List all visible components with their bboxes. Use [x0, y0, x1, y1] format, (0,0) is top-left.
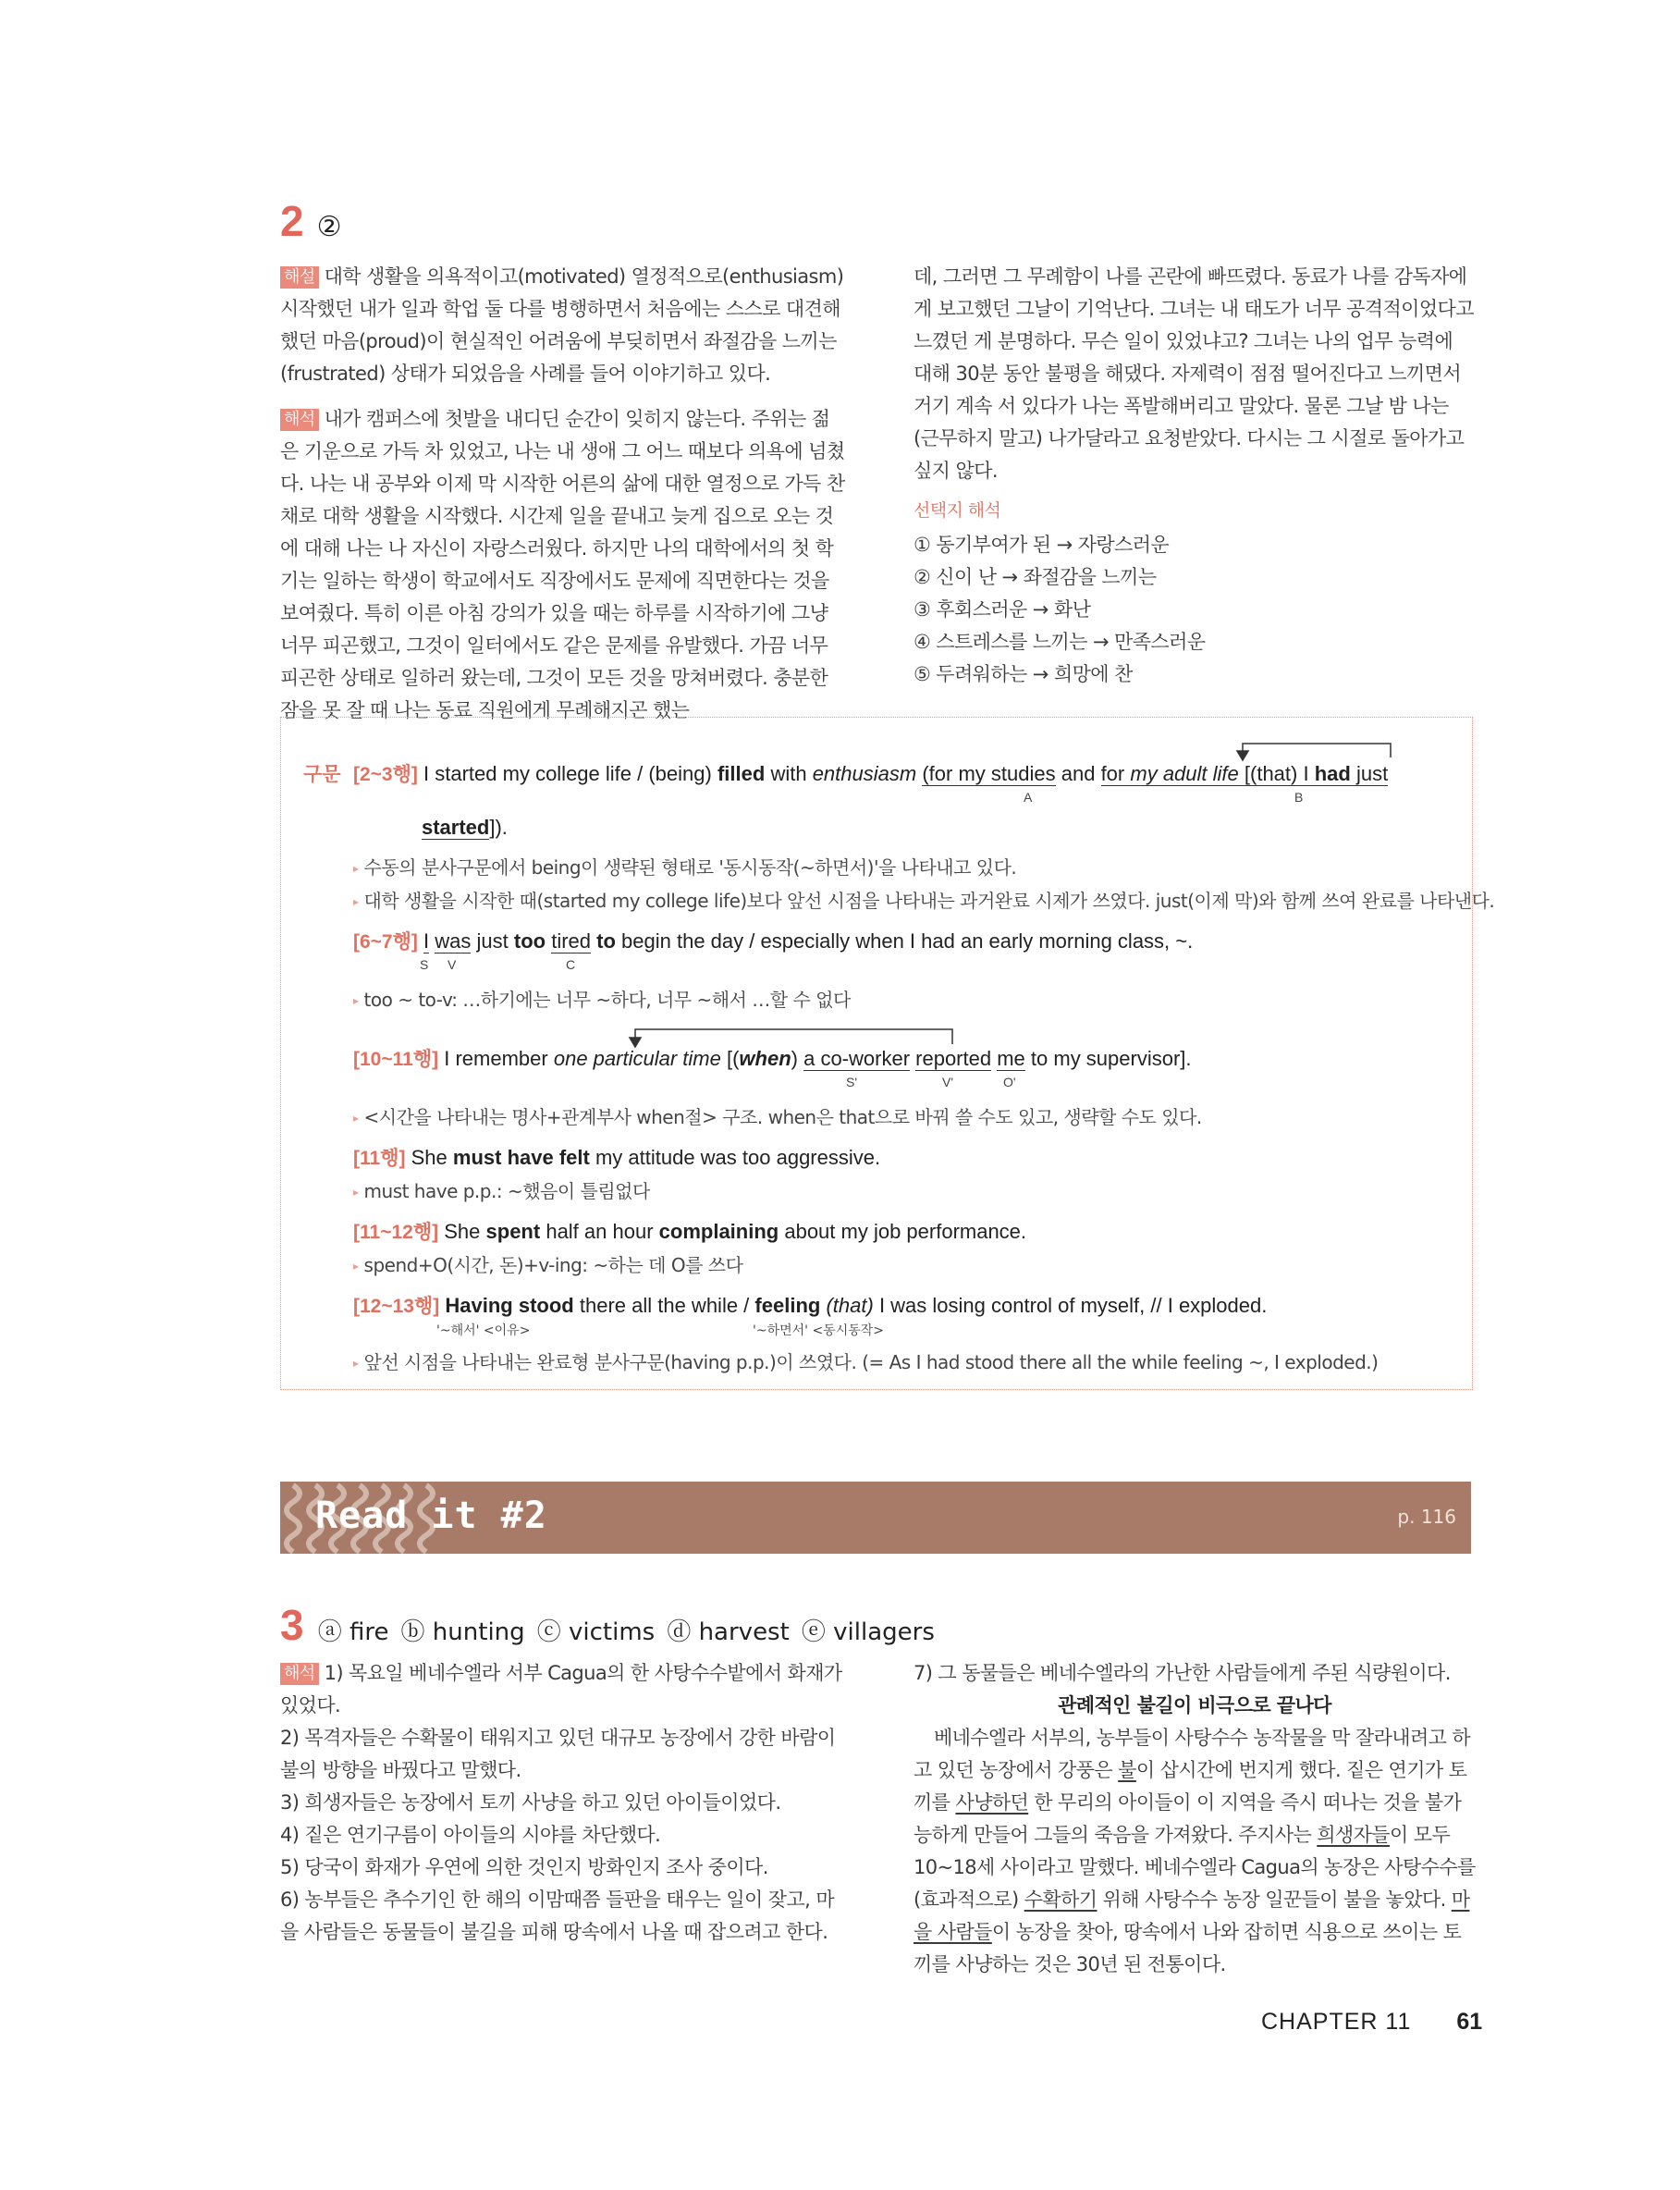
grammar-box [280, 717, 1495, 1390]
haeseol-tag: 해설 [280, 266, 319, 289]
grammar-label: 구문 [303, 763, 341, 785]
question-number: 2 [280, 197, 304, 245]
bullet-triangle-icon: ▸ [353, 862, 359, 875]
line-ref: [2~3행] [353, 764, 418, 785]
banner-title: Read it #2 [315, 1495, 547, 1537]
label-c: C [566, 957, 576, 972]
line-ref: [10~11행] [353, 1049, 439, 1070]
answer-c: ⓒ victims [536, 1618, 656, 1646]
haeseok-tag: 해석 [280, 1663, 319, 1685]
label-a: A [1024, 790, 1033, 805]
line-ref: [11행] [353, 1148, 406, 1169]
label-b: B [1294, 790, 1304, 805]
read-it-banner [280, 1482, 1471, 1554]
line-ref: [6~7행] [353, 931, 418, 953]
label-s-prime: S' [846, 1075, 858, 1089]
list-item: 3) 희생자들은 농장에서 토끼 사냥을 하고 있던 아이들이었다. [280, 1791, 781, 1814]
question-number: 3 [280, 1601, 304, 1649]
q3-heading [280, 1600, 935, 1650]
line-ref: [11~12행] [353, 1222, 439, 1243]
chapter-label: CHAPTER 11 [1261, 2009, 1412, 2035]
grammar-sentence-1: [2~3행] I started my college life / (being) filled with enthusiasm (for my studies and for my adult life [(that) I had just [353, 762, 1389, 785]
article-title: 관례적인 불길이 비극으로 끝나다 [1058, 1694, 1331, 1716]
list-item: 7) 그 동물들은 베네수엘라의 가난한 사람들에게 주된 식량원이다. [914, 1662, 1451, 1684]
grammar-note: ▸ must have p.p.: ~했음이 틀림없다 [353, 1180, 650, 1202]
grammar-sentence-3: [10~11행] I remember one particular time [(when) a co-worker reported me to my supervisor]. [353, 1047, 1192, 1070]
q3-left-column [280, 1657, 846, 1949]
answer-a: ⓐ fire [317, 1618, 389, 1646]
banner-page-ref: p. 116 [1397, 1506, 1456, 1528]
answer-b: ⓑ hunting [400, 1618, 525, 1646]
list-item: 4) 짙은 연기구름이 아이들의 시야를 차단했다. [280, 1824, 661, 1846]
haeseok-tag: 해석 [280, 409, 319, 431]
explanation-paragraph [280, 261, 846, 390]
list-item: 6) 농부들은 추수기인 한 해의 이맘때쯤 들판을 태우는 일이 잦고, 마을 사람들은 동물들이 불길을 피해 땅속에서 나올 때 잡으려고 한다. [280, 1889, 835, 1943]
bullet-triangle-icon: ▸ [353, 1186, 359, 1199]
bullet-triangle-icon: ▸ [353, 1112, 359, 1125]
choice-item: ① 동기부여가 된 → 자랑스러운 [914, 534, 1170, 556]
grammar-note: ▸ 앞선 시점을 나타내는 완료형 분사구문(having p.p.)이 쓰였다. (= As I had stood there all the while feeling ~, I exploded.) [353, 1351, 1379, 1373]
grammar-note: ▸ 대학 생활을 시작한 때(started my college life)보다 앞선 시점을 나타내는 과거완료 시제가 쓰였다. just(이제 막)와 함께 쓰여 완료를 나타낸다. [353, 890, 1495, 912]
bullet-triangle-icon: ▸ [353, 1357, 359, 1370]
question-answer: ② [316, 211, 342, 243]
bullet-triangle-icon: ▸ [353, 994, 359, 1007]
label-s: S [420, 957, 429, 972]
choice-item: ② 신이 난 → 좌절감을 느끼는 [914, 566, 1157, 588]
annotation-reason: '~해서' <이유> [436, 1323, 531, 1338]
antecedent-arrow-1 [1237, 744, 1391, 760]
label-v: V [448, 957, 457, 972]
label-v-prime: V' [942, 1075, 954, 1089]
explanation-text: 대학 생활을 의욕적이고(motivated) 열정적으로(enthusiasm) 시작했던 내가 일과 학업 둘 다를 병행하면서 처음에는 스스로 대견해했던 마음(proud)이 현실적인 어려움에 부딪히면서 좌절감을 느끼는(frustrated) 상태가 되었음을 사례를 들어 이야기하고 있다. [280, 265, 844, 385]
phrase-a: (for my studies [922, 762, 1056, 785]
label-o-prime: O' [1003, 1075, 1016, 1089]
q2-left-column [280, 261, 846, 727]
q2-heading [280, 196, 342, 246]
translation-text-right: 데, 그러면 그 무례함이 나를 곤란에 빠뜨렸다. 동료가 나를 감독자에게 보고했던 그날이 기억난다. 그녀는 내 태도가 너무 공격적이었다고 느꼈던 게 분명하다. 무슨 일이 있었냐고? 그녀는 나의 업무 능력에 대해 30분 동안 불평을 해댔다. 자제력이 점점 떨어진다고 느끼면서 거기 계속 서 있다가 나는 폭발해버리고 말았다. 물론 그날 밤 나는 (근무하지 말고) 나가달라고 요청받았다. 다시는 그 시절로 돌아가고 싶지 않다. [914, 265, 1474, 482]
grammar-sentence-2: [6~7행] I was just too tired to begin the day / especially when I had an early morning class, ~. [353, 929, 1194, 953]
annotation-simultaneous: '~하면서' <동시동작> [753, 1323, 885, 1338]
list-item: 해석 1) 목요일 베네수엘라 서부 Cagua의 한 사탕수수밭에서 화재가 있었다. [280, 1662, 842, 1716]
grammar-note: ▸ spend+O(시간, 돈)+v-ing: ~하는 데 O를 쓰다 [353, 1254, 743, 1276]
grammar-sentence-1-cont: started]). [422, 816, 508, 839]
page-footer [1261, 2009, 1482, 2036]
grammar-sentence-6: [12~13행] Having stood there all the while / feeling (that) I was losing control of myself, // I exploded. [353, 1294, 1268, 1317]
bullet-triangle-icon: ▸ [353, 895, 359, 908]
article-body: 베네수엘라 서부의, 농부들이 사탕수수 농작물을 막 잘라내려고 하고 있던 농장에서 강풍은 불이 삽시간에 번지게 했다. 짙은 연기가 토끼를 사냥하던 한 무리의 아이들이 이 지역을 즉시 떠나는 것을 불가능하게 만들어 그들의 죽음을 가져왔다. 주지사는 희생자들이 모두 10~18세 사이라고 말했다. 베네수엘라 Cagua의 농장은 사탕수수를 (효과적으로) 수확하기 위해 사탕수수 농장 일꾼들이 불을 놓았다. 마을 사람들이 농장을 찾아, 땅속에서 나와 잡히면 식용으로 쓰이는 토끼를 사냥하는 것은 30년 된 전통이다. [914, 1727, 1476, 1975]
answer-e: ⓔ villagers [801, 1618, 935, 1646]
bullet-triangle-icon: ▸ [353, 1260, 359, 1273]
grammar-note: ▸ 수동의 분사구문에서 being이 생략된 형태로 '동시동작(~하면서)'을 나타내고 있다. [353, 856, 1017, 879]
translation-paragraph [280, 403, 846, 727]
grammar-sentence-4: [11행] She must have felt my attitude was too aggressive. [353, 1146, 881, 1169]
q2-right-column [914, 261, 1476, 691]
phrase-b: for my adult life [(that) I had just [1100, 762, 1389, 785]
list-item: 2) 목격자들은 수확물이 태워지고 있던 대규모 농장에서 강한 바람이 불의 방향을 바꿨다고 말했다. [280, 1727, 836, 1781]
grammar-note: ▸ <시간을 나타내는 명사+관계부사 when절> 구조. when은 that으로 바꿔 쓸 수도 있고, 생략할 수도 있다. [353, 1106, 1202, 1128]
translation-text-left: 내가 캠퍼스에 첫발을 내디딘 순간이 잊히지 않는다. 주위는 젊은 기운으로 가득 차 있었고, 나는 내 생애 그 어느 때보다 의욕에 넘쳤다. 나는 내 공부와 이제 막 시작한 어른의 삶에 대한 열정으로 가득 찬 채로 대학 생활을 시작했다. 시간제 일을 끝내고 늦게 집으로 오는 것에 대해 나는 나 자신이 자랑스러웠다. 하지만 나의 대학에서의 첫 학기는 일하는 학생이 학교에서도 직장에서도 문제에 직면한다는 것을 보여줬다. 특히 이른 아침 강의가 있을 때는 하루를 시작하기에 그냥 너무 피곤했고, 그것이 일터에서도 같은 문제를 유발했다. 가끔 너무 피곤한 상태로 일하러 왔는데, 그것이 모든 것을 망쳐버렸다. 충분한 잠을 못 잘 때 나는 동료 직원에게 무례해지곤 했는 [280, 408, 845, 721]
page-number: 61 [1456, 2009, 1483, 2035]
answer-d: ⓓ harvest [667, 1618, 790, 1646]
line-ref: [12~13행] [353, 1296, 440, 1317]
grammar-note: ▸ too ~ to-v: …하기에는 너무 ~하다, 너무 ~해서 …할 수 없다 [353, 989, 851, 1011]
grammar-sentence-5: [11~12행] She spent half an hour complaining about my job performance. [353, 1220, 1027, 1243]
choice-item: ⑤ 두려워하는 → 희망에 찬 [914, 663, 1133, 685]
list-item: 5) 당국이 화재가 우연에 의한 것인지 방화인지 조사 중이다. [280, 1856, 768, 1878]
choice-item: ③ 후회스러운 → 화난 [914, 598, 1091, 621]
choice-item: ④ 스트레스를 느끼는 → 만족스러운 [914, 631, 1206, 653]
q3-right-column [914, 1657, 1476, 1981]
choices-title: 선택지 해석 [914, 500, 1001, 521]
